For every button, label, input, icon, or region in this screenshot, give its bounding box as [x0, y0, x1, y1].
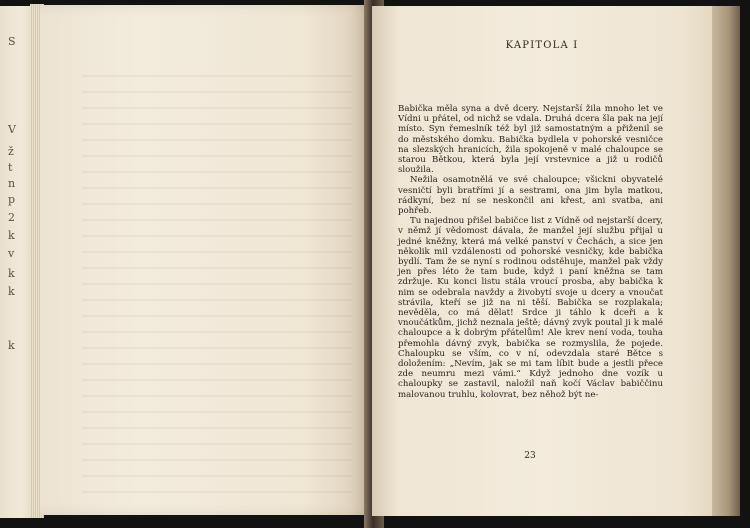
- right-page-stack-edge: [712, 6, 740, 516]
- show-through-text: [82, 75, 352, 495]
- edge-letter: V: [8, 123, 16, 136]
- edge-letter: ž: [8, 145, 14, 158]
- edge-letter: k: [8, 229, 15, 242]
- edge-letter: 2: [8, 211, 15, 224]
- edge-letter: p: [8, 193, 16, 206]
- edge-letter: k: [8, 267, 15, 280]
- edge-letter: k: [8, 285, 15, 298]
- chapter-body-text: [398, 104, 663, 400]
- page-number: 23: [524, 451, 536, 461]
- edge-letter: n: [8, 177, 16, 190]
- left-blank-page: [40, 5, 370, 515]
- edge-letter: S: [8, 35, 16, 48]
- chapter-heading: KAPITOLA I: [505, 40, 579, 51]
- edge-letter: v: [8, 247, 15, 260]
- paragraph: Tu najednou přišel babičce list z Vídně od nejstarší dcery, v němž jí vědomost dávala, že manžel její službu přijal u jedné kněžny, která má velké panství v Čechách, a sice jen několik mil vzdálenosti od pohorské vesničky, kde babička bydlí. Tam že se nyní s rodinou odstěhuje, manžel pak vždy jen přes léto že tam bude, když i paní kněžna se tam zdržuje. Ku konci listu stála vroucí prosba, aby babička k nim se odebrala navždy a živobytí svoje u dcery a vnoučat strávila, kteří se již na ni těší. Babička se rozplakala; nevěděla, co má dělat! Srdce ji táhlo k dceři a k vnoučátkům, jichž neznala ještě; dávný zvyk poutal ji k malé chaloupce a k dobrým přátelům! Ale krev není voda, touha přemohla dávný zvyk, babička se rozmyslila, že pojede. Chaloupku se vším, co v ní, odevzdala staré Bětce s doložením: „Nevím, jak se mi tam líbit bude a jestli přece zde neumru mezi vámi.“ Když jednoho dne vozík u chaloupky se zastavil, naložil naň kočí Václav babiččinu malovanou truhlu, kolovrat, bez něhož být ne-: [398, 216, 663, 400]
- edge-letter: t: [8, 161, 13, 174]
- edge-letter: k: [8, 339, 15, 352]
- paragraph: Nežila osamotnělá ve své chaloupce; všickni obyvatelé vesničtí byli bratřími jí a sestrami, ona jim byla matkou, rádkyní, bez ní se neskončil ani křest, ani svatba, ani pohřeb.: [398, 175, 663, 217]
- paragraph: Babička měla syna a dvě dcery. Nejstarší žila mnoho let ve Vídni u přátel, od nichž se vdala. Druhá dcera šla pak na její místo. Syn řemeslník též byl již samostatným a přiženil se do městského domku. Babička bydlela v pohorské vesničce na slezských hranicích, žila spokojeně v malé chaloupce se starou Bětkou, která byla její vrstevnice a již u rodičů sloužila.: [398, 104, 663, 176]
